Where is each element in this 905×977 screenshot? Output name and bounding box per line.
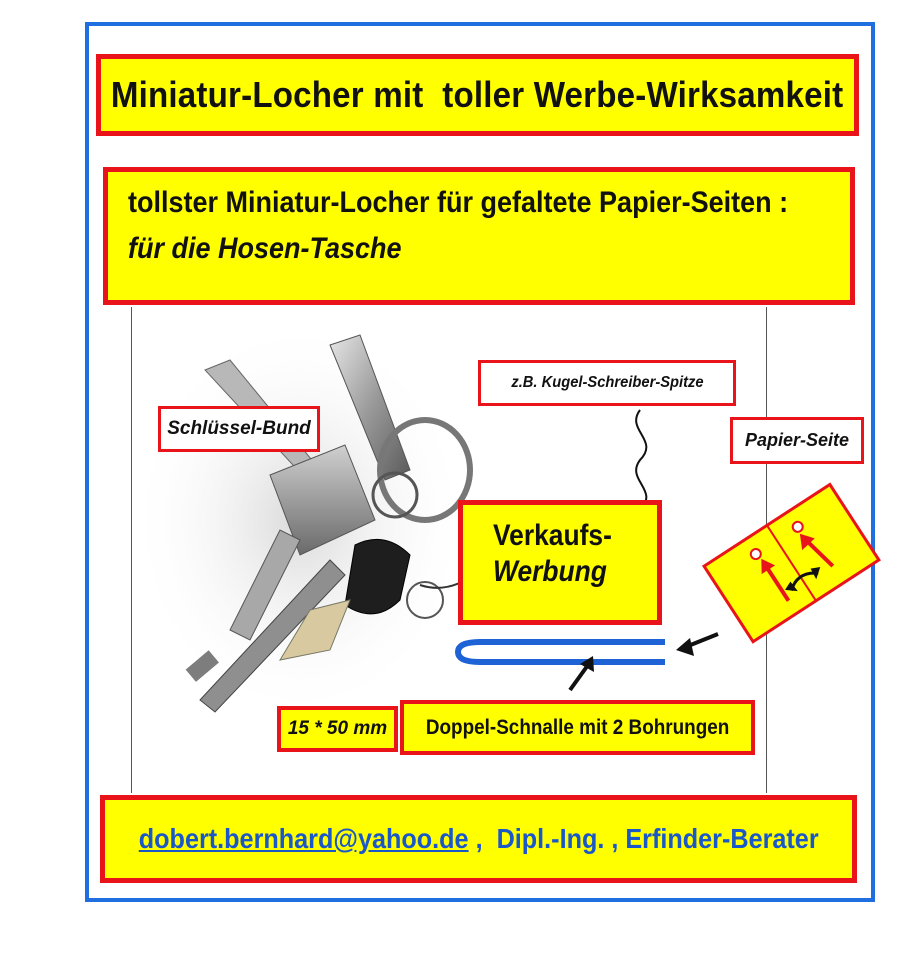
label-pen-tip [478, 360, 736, 406]
email-link[interactable]: dobert.bernhard@yahoo.de [138, 823, 469, 854]
label-paper-page-text: Papier-Seite [744, 430, 850, 450]
footer-box [100, 795, 857, 883]
advert-box [458, 500, 662, 625]
label-paper-page [730, 417, 864, 464]
advert-line-2: Werbung [493, 555, 607, 588]
buckle-shape [458, 642, 665, 662]
label-size-text: 15 * 50 mm [287, 718, 388, 739]
label-size [277, 706, 398, 752]
keyring-image [130, 320, 490, 720]
label-keyring-text: Schlüssel-Bund [167, 418, 311, 439]
footer-credentials: , Dipl.-Ing. , Erfinder-Berater [468, 823, 819, 854]
label-keyring [158, 406, 320, 452]
paper-page-shape [704, 484, 879, 641]
subtitle-line-1: tollster Miniatur-Locher für gefaltete Papier-Seiten : [128, 186, 789, 219]
subtitle-line-2: für die Hosen-Tasche [128, 232, 402, 265]
footer-content [139, 823, 819, 855]
label-buckle [400, 700, 755, 755]
page-title: Miniatur-Locher mit toller Werbe-Wirksamkeit [111, 74, 844, 115]
label-pen-tip-text: z.B. Kugel-Schreiber-Spitze [510, 374, 704, 391]
arrow-from-paper [676, 634, 718, 656]
label-buckle-text: Doppel-Schnalle mit 2 Bohrungen [425, 715, 730, 739]
advert-line-1: Verkaufs- [493, 519, 612, 552]
